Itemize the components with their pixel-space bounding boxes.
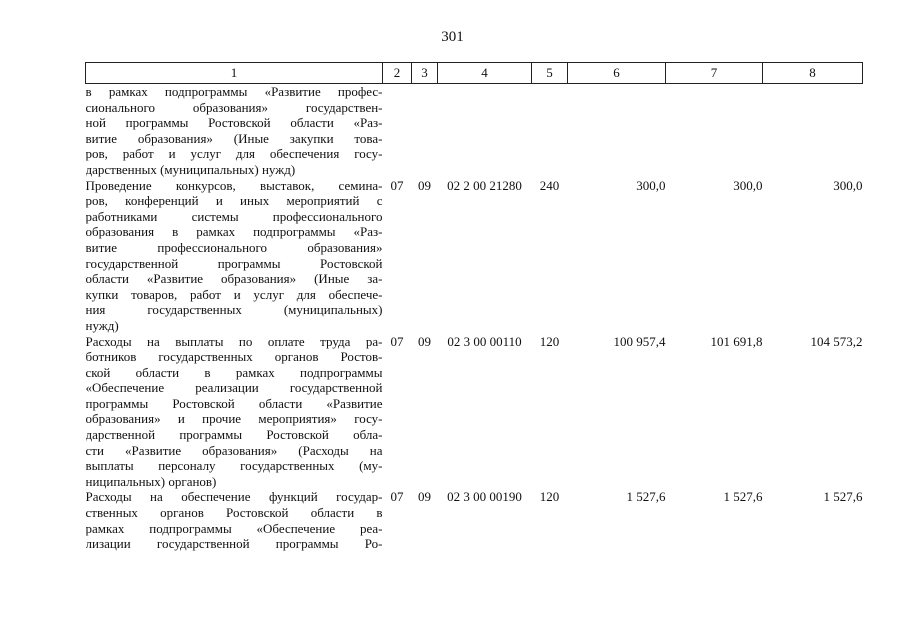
description-line: лизации государственной программы Ро-	[85, 536, 383, 552]
amount-year-1: 300,0	[636, 177, 666, 193]
header-col-5: 5	[532, 63, 568, 84]
row-description	[86, 178, 383, 334]
amount-year-3: 300,0	[833, 177, 863, 193]
description-line: образования» и прочие мероприятия» госу-	[85, 411, 383, 427]
description-line: Расходы на обеспечение функций государ-	[85, 489, 383, 505]
expense-type-code: 240	[539, 177, 560, 193]
header-col-4: 4	[438, 63, 532, 84]
description-line: работниками системы профессионального	[85, 208, 383, 224]
description-line: купки товаров, работ и услуг для обеспече-	[85, 286, 383, 302]
amount-year-2: 300,0	[733, 177, 763, 193]
section-code	[383, 84, 412, 178]
amount-year-1: 1 527,6	[626, 489, 666, 505]
header-col-7: 7	[666, 63, 763, 84]
subsection-code: 09	[418, 489, 431, 505]
description-line: ской области в рамках подпрограммы	[85, 364, 383, 380]
section-code: 07	[390, 177, 404, 193]
description-line: ботников государственных органов Ростов-	[85, 349, 383, 365]
description-line: ния государственных (муниципальных)	[85, 302, 383, 318]
amount-year-3: 104 573,2	[810, 333, 863, 349]
description-line: государственной программы Ростовской	[85, 255, 383, 271]
section-code: 07	[390, 333, 404, 349]
table-body	[86, 84, 863, 552]
row-description	[86, 84, 383, 178]
target-article-code: 02 3 00 00190	[447, 489, 522, 505]
header-col-8: 8	[763, 63, 863, 84]
amount-year-1	[568, 84, 666, 178]
description-line: программы Ростовской области «Развитие	[85, 395, 383, 411]
amount-year-3	[763, 84, 863, 178]
expense-type-code	[532, 84, 568, 178]
description-line: Расходы на выплаты по оплате труда ра-	[85, 333, 383, 349]
description-line: выплаты персоналу государственных (му-	[85, 458, 383, 474]
target-article-code	[438, 84, 532, 178]
table-row	[86, 489, 863, 551]
amount-year-1: 100 957,4	[613, 333, 666, 349]
amount-year-3: 1 527,6	[823, 489, 863, 505]
amount-year-2: 1 527,6	[723, 489, 763, 505]
target-article-code: 02 2 00 21280	[447, 177, 522, 193]
amount-year-2: 101 691,8	[710, 333, 763, 349]
expense-type-code: 120	[539, 333, 560, 349]
header-col-1: 1	[86, 63, 383, 84]
table-row	[86, 178, 863, 334]
header-col-6: 6	[568, 63, 666, 84]
table-header-row	[86, 63, 863, 84]
description-line: дарственной программы Ростовской обла-	[85, 427, 383, 443]
description-line: области «Развитие образования» (Иные за-	[85, 271, 383, 287]
row-description	[86, 334, 383, 490]
amount-year-2	[666, 84, 763, 178]
subsection-code: 09	[418, 177, 431, 193]
page-number: 301	[441, 29, 464, 45]
description-line: ниципальных) органов)	[85, 473, 217, 489]
table-row	[86, 334, 863, 490]
description-line: ственных органов Ростовской области в	[85, 505, 383, 521]
description-line: витие образования» (Иные закупки това-	[85, 130, 383, 146]
description-line: «Обеспечение реализации государственной	[85, 380, 383, 396]
description-line: нужд)	[85, 317, 119, 333]
section-code: 07	[390, 489, 404, 505]
budget-table	[85, 62, 863, 552]
header-col-2: 2	[383, 63, 412, 84]
description-line: Проведение конкурсов, выставок, семина-	[85, 177, 383, 193]
description-line: сти «Развитие образования» (Расходы на	[85, 442, 383, 458]
description-line: рамках подпрограммы «Обеспечение реа-	[85, 520, 383, 536]
table-row	[86, 84, 863, 178]
description-line: витие профессионального образования»	[85, 239, 383, 255]
description-line: в рамках подпрограммы «Развитие профес-	[85, 84, 383, 99]
description-line: сионального образования» государствен-	[85, 99, 383, 115]
description-line: образования в рамках подпрограммы «Раз-	[85, 224, 383, 240]
expense-type-code: 120	[539, 489, 560, 505]
subsection-code: 09	[418, 333, 431, 349]
description-line: ров, конференций и иных мероприятий с	[85, 193, 383, 209]
target-article-code: 02 3 00 00110	[447, 333, 522, 349]
description-line: ной программы Ростовской области «Раз-	[85, 115, 383, 131]
description-line: ров, работ и услуг для обеспечения госу-	[85, 146, 383, 162]
subsection-code	[412, 84, 438, 178]
row-description	[86, 489, 383, 551]
header-col-3: 3	[412, 63, 438, 84]
description-line: дарственных (муниципальных) нужд)	[85, 161, 296, 177]
